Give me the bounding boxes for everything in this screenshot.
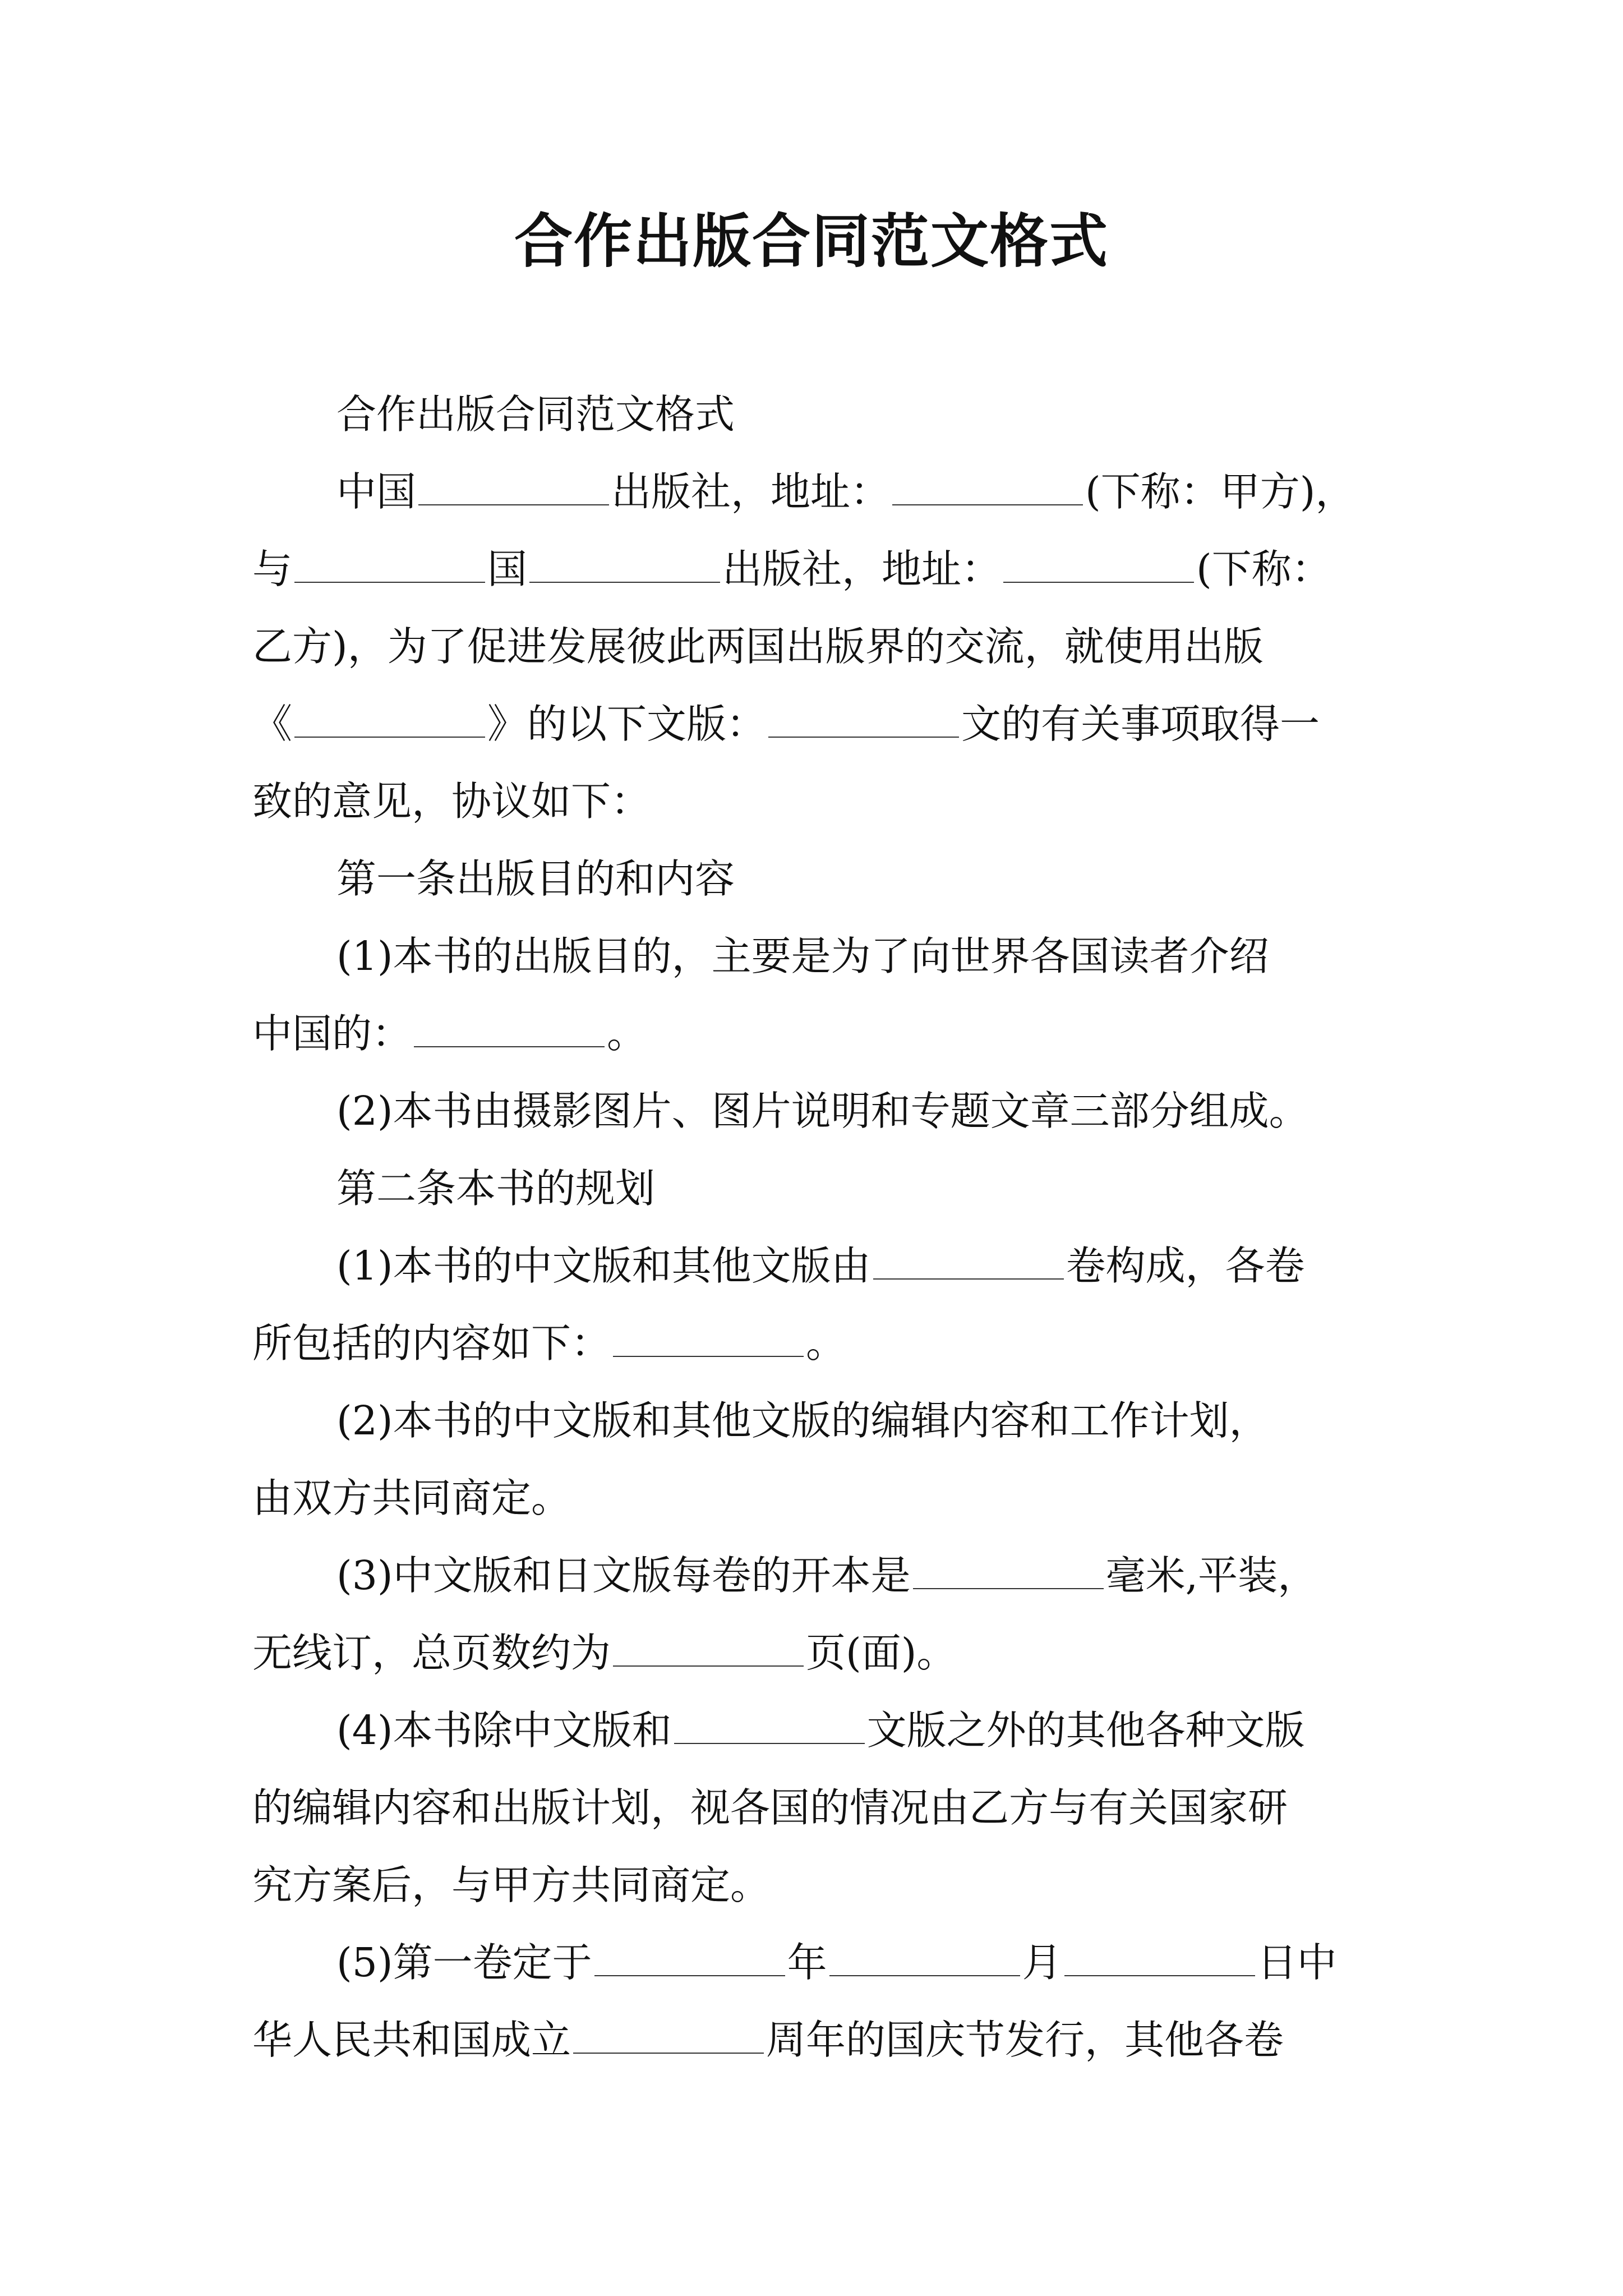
document-title: 合作出版合同范文格式 <box>514 206 1109 275</box>
line-text: 究方案后，与甲方共同商定。 <box>252 1862 771 1908</box>
fill-in-blank <box>892 465 1083 505</box>
paragraph-line <box>252 763 1441 840</box>
line-text: 月 <box>1022 1939 1062 1986</box>
paragraph-line <box>252 376 1441 453</box>
line-text: (4)本书除中文版和 <box>336 1707 672 1754</box>
fill-in-blank <box>573 2013 764 2054</box>
line-text: 出版社，地址： <box>722 546 1002 592</box>
line-text: 合作出版合同范文格式 <box>336 391 735 438</box>
line-text: 周年的国庆节发行，其他各卷 <box>766 2017 1284 2063</box>
line-text: 中国 <box>336 468 417 515</box>
paragraph-line <box>252 1924 1441 2001</box>
line-text: 。 <box>607 1010 647 1057</box>
line-text: 。 <box>806 1320 846 1366</box>
line-text: 出版社，地址： <box>611 468 891 515</box>
line-text: 》的以下文版： <box>487 701 767 747</box>
paragraph-line <box>252 918 1441 995</box>
paragraph-line <box>252 1305 1441 1382</box>
line-text: 第一条出版目的和内容 <box>336 855 735 902</box>
line-text: 页(面)。 <box>806 1630 957 1676</box>
line-text: (2)本书由摄影图片、图片说明和专题文章三部分组成。 <box>336 1088 1309 1134</box>
fill-in-blank <box>294 542 485 583</box>
paragraph-line <box>252 531 1441 608</box>
fill-in-blank <box>294 697 485 738</box>
line-text: 无线订，总页数约为 <box>252 1630 611 1676</box>
paragraph-line <box>252 1769 1441 1847</box>
line-text: (1)本书的出版目的，主要是为了向世界各国读者介绍 <box>336 933 1269 979</box>
paragraph-line <box>252 453 1441 531</box>
fill-in-blank <box>613 1626 804 1667</box>
line-text: 国 <box>487 546 528 592</box>
paragraph-line <box>252 685 1441 763</box>
line-text: 所包括的内容如下： <box>252 1320 611 1366</box>
line-text: 乙方)，为了促进发展彼此两国出版界的交流，就使用出版 <box>252 623 1264 670</box>
fill-in-blank <box>873 1239 1064 1280</box>
fill-in-blank <box>1003 542 1194 583</box>
paragraph-line <box>252 1073 1441 1150</box>
line-text: 毫米,平装， <box>1105 1552 1318 1599</box>
fill-in-blank <box>613 1317 804 1357</box>
line-text: 中国的： <box>252 1010 412 1057</box>
fill-in-blank <box>829 1936 1020 1976</box>
fill-in-blank <box>913 1549 1104 1589</box>
paragraph-line <box>252 1537 1441 1614</box>
paragraph-line <box>252 840 1441 918</box>
fill-in-blank <box>529 542 720 583</box>
fill-in-blank <box>418 465 609 505</box>
paragraph-line <box>252 1460 1441 1537</box>
paragraph-line <box>252 2001 1441 2079</box>
paragraph-line <box>252 1692 1441 1769</box>
paragraph-line <box>252 608 1441 685</box>
line-text: 日中 <box>1257 1939 1337 1986</box>
fill-in-blank <box>594 1936 785 1976</box>
line-text: 年 <box>787 1939 827 1986</box>
line-text: (下称：甲方)， <box>1085 468 1355 515</box>
line-text: (5)第一卷定于 <box>336 1939 592 1986</box>
paragraph-line <box>252 1614 1441 1692</box>
line-text: 由双方共同商定。 <box>252 1475 571 1521</box>
line-text: 华人民共和国成立 <box>252 2017 571 2063</box>
paragraph-line <box>252 1150 1441 1227</box>
line-text: 文版之外的其他各种文版 <box>866 1707 1305 1754</box>
paragraph-line <box>252 1847 1441 1924</box>
line-text: 文的有关事项取得一 <box>961 701 1320 747</box>
paragraph-line <box>252 1382 1441 1460</box>
document-body <box>252 376 1441 2079</box>
paragraph-line <box>252 1227 1441 1305</box>
line-text: 致的意见，协议如下： <box>252 778 651 825</box>
line-text: (2)本书的中文版和其他文版的编辑内容和工作计划， <box>336 1397 1269 1444</box>
line-text: 卷构成，各卷 <box>1066 1243 1305 1289</box>
fill-in-blank <box>1064 1936 1255 1976</box>
line-text: 第二条本书的规划 <box>336 1165 656 1212</box>
line-text: (下称： <box>1196 546 1331 592</box>
line-text: (1)本书的中文版和其他文版由 <box>336 1243 871 1289</box>
fill-in-blank <box>414 1007 605 1047</box>
line-text: 的编辑内容和出版计划，视各国的情况由乙方与有关国家研 <box>252 1784 1288 1831</box>
fill-in-blank <box>768 697 959 738</box>
line-text: 《 <box>252 701 293 747</box>
line-text: (3)中文版和日文版每卷的开本是 <box>336 1552 911 1599</box>
fill-in-blank <box>674 1704 865 1744</box>
line-text: 与 <box>252 546 293 592</box>
paragraph-line <box>252 995 1441 1073</box>
